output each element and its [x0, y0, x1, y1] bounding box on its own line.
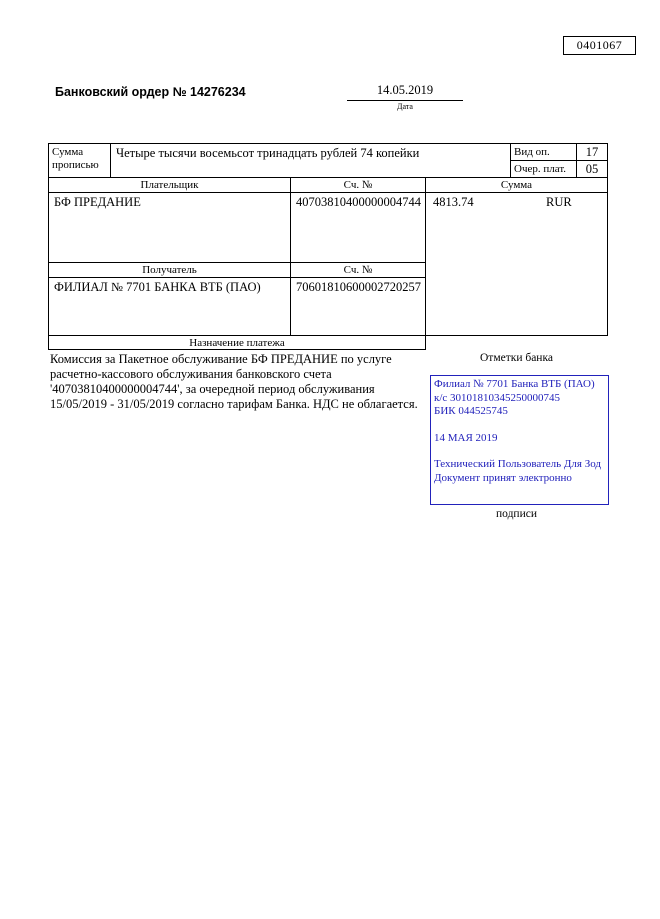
purpose-header-cell	[48, 335, 426, 350]
amount-header-cell	[425, 177, 608, 193]
priority-label-cell	[510, 160, 577, 178]
date-value: 14.05.2019	[347, 83, 463, 101]
amount-words-label-cell	[48, 143, 111, 178]
form-code-box	[563, 36, 636, 55]
priority-value: 05	[585, 162, 599, 176]
stamp-note: Документ принят электронно	[434, 471, 572, 484]
priority-label: Очер. плат.	[514, 163, 567, 175]
payer-header-cell	[48, 177, 291, 193]
bank-marks-header: Отметки банка	[480, 352, 553, 364]
amount-value: 4813.74	[433, 195, 474, 209]
form-code: 0401067	[576, 38, 623, 52]
amount-currency: RUR	[546, 195, 572, 209]
payer-account: 40703810400000004744	[296, 195, 421, 209]
document-title: Банковский ордер № 14276234	[55, 85, 246, 99]
bank-stamp	[430, 375, 609, 505]
amount-header: Сумма	[500, 179, 533, 191]
op-type-value: 17	[585, 145, 599, 159]
recipient-account-header: Сч. №	[343, 264, 373, 276]
purpose-header: Назначение платежа	[189, 337, 285, 349]
stamp-branch-line: Филиал № 7701 Банка ВТБ (ПАО)	[434, 378, 595, 390]
op-type-label: Вид оп.	[514, 146, 550, 158]
priority-value-cell	[576, 160, 608, 178]
signatures-label: подписи	[496, 508, 537, 520]
recipient-account: 70601810600002720257	[296, 280, 421, 294]
payer-name: БФ ПРЕДАНИЕ	[54, 195, 141, 209]
purpose-text: Комиссия за Пакетное обслуживание БФ ПРЕДАНИЕ по услуге расчетно-кассового обслуживания банковского счета '40703810400000004744', за очередной период обслуживания 15/05/2019 - 31/05/2019 согласно тарифам Банка. НДС не облагается.	[50, 352, 418, 411]
op-type-label-cell	[510, 143, 577, 161]
recipient-header: Получатель	[142, 264, 197, 276]
amount-value-cell	[425, 192, 608, 336]
payer-header: Плательщик	[140, 179, 199, 191]
payer-name-cell	[48, 192, 291, 263]
recipient-header-cell	[48, 262, 291, 278]
stamp-gap	[434, 419, 605, 432]
payer-account-header-cell	[290, 177, 426, 193]
stamp-bic-line: БИК 044525745	[434, 405, 508, 417]
stamp-corr-account-line: к/с 30101810345250000745	[434, 391, 561, 404]
recipient-account-header-cell	[290, 262, 426, 278]
payer-account-cell	[290, 192, 426, 263]
recipient-account-cell	[290, 277, 426, 336]
recipient-name: ФИЛИАЛ № 7701 БАНКА ВТБ (ПАО)	[54, 280, 261, 294]
stamp-gap	[434, 445, 605, 458]
date-label: Дата	[397, 102, 413, 111]
recipient-name-cell	[48, 277, 291, 336]
date-field	[347, 83, 463, 111]
amount-words-value-cell	[110, 143, 511, 178]
amount-words-value: Четыре тысячи восемьсот тринадцать рублей 74 копейки	[116, 146, 420, 160]
stamp-date: 14 МАЯ 2019	[434, 431, 498, 444]
payer-account-header: Сч. №	[343, 179, 373, 191]
stamp-user: Технический Пользователь Для Зод	[434, 458, 602, 470]
op-type-value-cell	[576, 143, 608, 161]
amount-words-label: Сумма прописью	[52, 146, 99, 171]
